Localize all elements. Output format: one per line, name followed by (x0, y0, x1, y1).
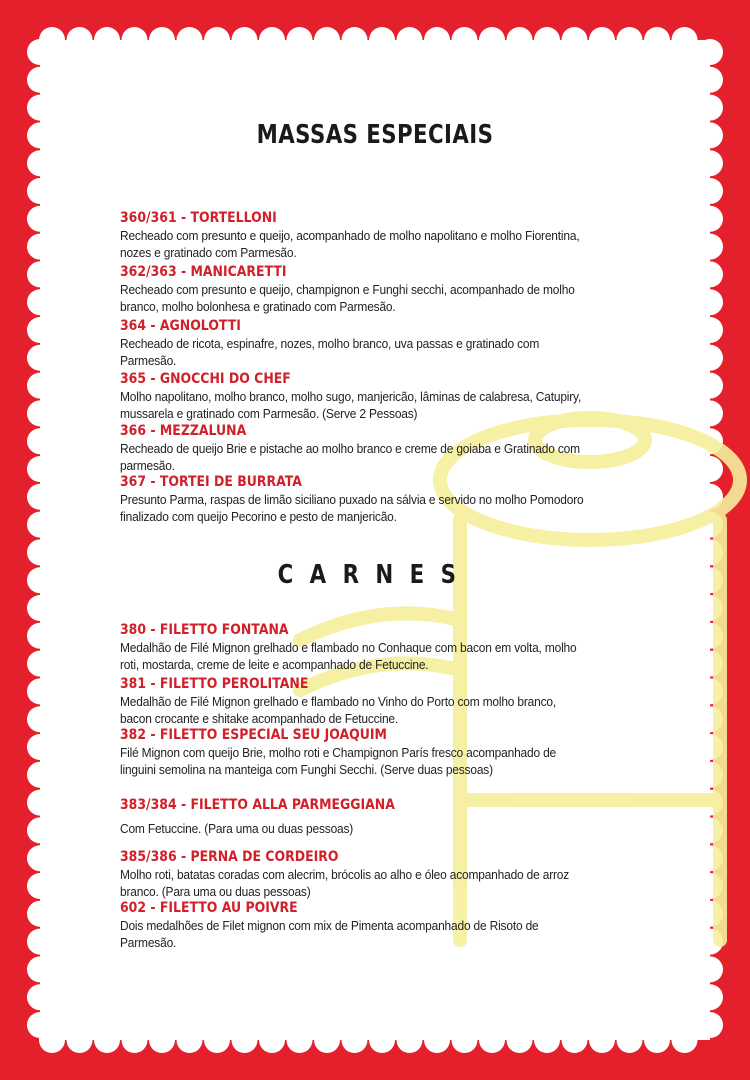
menu-item (120, 264, 590, 315)
menu-item-title: 366 - MEZZALUNA (120, 423, 247, 439)
menu-item-desc: Medalhão de Filé Mignon grelhado e flambado no Conhaque com bacon em volta, molho roti, mostarda, creme de leite e acompanhado de Fetuccine. (120, 640, 577, 672)
menu-item-desc: Recheado com presunto e queijo, acompanhado de molho napolitano e molho Fiorentina, nozes e gratinado com Parmesão. (120, 228, 580, 260)
menu-item-desc: Filé Mignon com queijo Brie, molho roti e Champignon París fresco acompanhado de linguini semolina na manteiga com Funghi Secchi. (Serve duas pessoas) (120, 745, 557, 777)
menu-item-title: 383/384 - FILETTO ALLA PARMEGGIANA (120, 797, 395, 813)
menu-item (120, 318, 590, 369)
menu-item (120, 371, 590, 422)
menu-item-title: 360/361 - TORTELLONI (120, 210, 277, 226)
menu-item (120, 474, 590, 525)
menu-item (120, 849, 590, 900)
menu-item-desc: Medalhão de Filé Mignon grelhado e flambado no Vinho do Porto com molho branco, bacon crocante e shitake acompanhado de Fetuccine. (120, 694, 557, 726)
menu-item-desc: Recheado com presunto e queijo, champignon e Funghi secchi, acompanhado de molho branco, molho bolonhesa e gratinado com Parmesão. (120, 282, 575, 314)
menu-item-desc: Dois medalhões de Filet mignon com mix de Pimenta acompanhado de Risoto de Parmesão. (120, 918, 539, 950)
menu-item-desc: Recheado de ricota, espinafre, nozes, molho branco, uva passas e gratinado com Parmesão. (120, 336, 540, 368)
section-title-massas: MASSAS ESPECIAIS (256, 120, 494, 150)
menu-item (120, 797, 590, 837)
menu-item-desc: Recheado de queijo Brie e pistache ao molho branco e creme de goiaba e Gratinado com parmesão. (120, 441, 580, 473)
menu-item-title: 385/386 - PERNA DE CORDEIRO (120, 849, 339, 865)
menu-item-desc: Presunto Parma, raspas de limão siciliano puxado na sálvia e servido no molho Pomodoro finalizado com queijo Pecorino e pesto de manjericão. (120, 492, 584, 524)
menu-item-title: 602 - FILETTO AU POIVRE (120, 900, 298, 916)
menu-item (120, 423, 590, 474)
menu-item (120, 622, 590, 673)
menu-item (120, 676, 590, 727)
menu-item-title: 381 - FILETTO PEROLITANE (120, 676, 309, 692)
menu-item (120, 900, 590, 951)
menu-item-title: 382 - FILETTO ESPECIAL SEU JOAQUIM (120, 727, 387, 743)
menu-item-desc: Com Fetuccine. (Para uma ou duas pessoas) (120, 821, 354, 836)
menu-item-title: 362/363 - MANICARETTI (120, 264, 287, 280)
menu-item-title: 364 - AGNOLOTTI (120, 318, 241, 334)
menu-item (120, 210, 590, 261)
menu-item-desc: Molho roti, batatas coradas com alecrim, brócolis ao alho e óleo acompanhado de arroz branco. (Para uma ou duas pessoas) (120, 867, 570, 899)
section-title-carnes: CARNES (277, 560, 473, 590)
menu-item (120, 727, 590, 778)
menu-item-title: 365 - GNOCCHI DO CHEF (120, 371, 291, 387)
menu-item-title: 380 - FILETTO FONTANA (120, 622, 289, 638)
menu-item-desc: Molho napolitano, molho branco, molho sugo, manjericão, lâminas de calabresa, Catupiry, mussarela e gratinado com Parmesão. (Serve 2 Pessoas) (120, 389, 582, 421)
menu-item-title: 367 - TORTEI DE BURRATA (120, 474, 302, 490)
